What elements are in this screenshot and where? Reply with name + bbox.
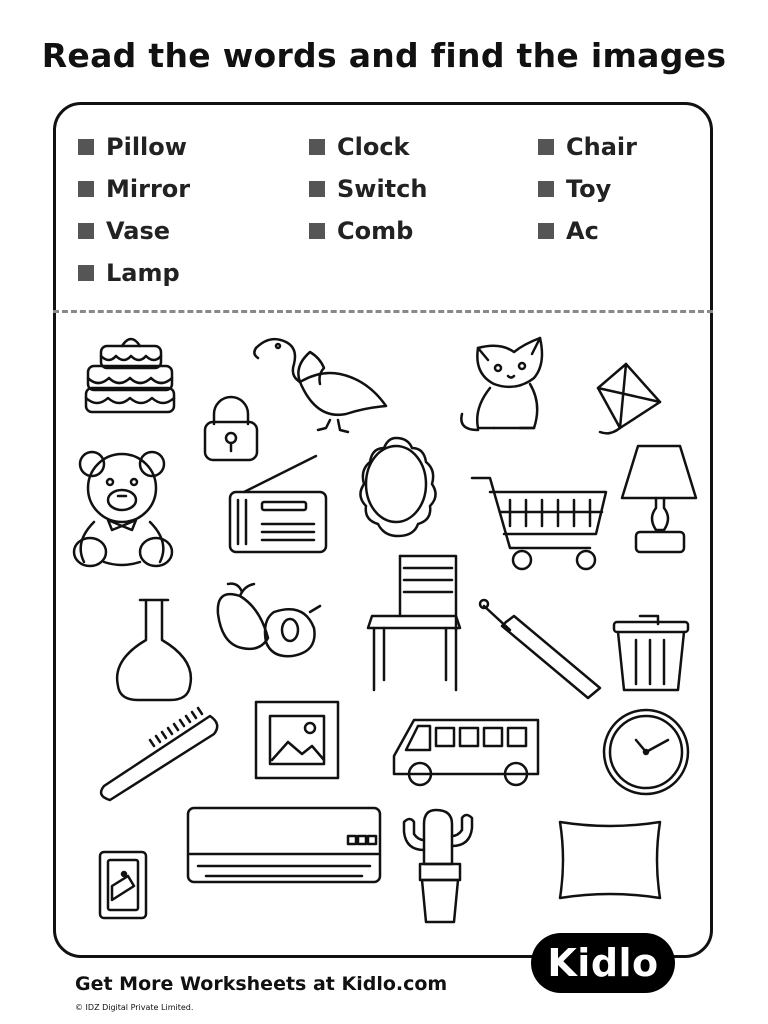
mirror-icon[interactable] [360, 438, 435, 536]
word-label: Lamp [106, 259, 180, 287]
chair-icon[interactable] [368, 556, 460, 690]
apple-icon[interactable] [218, 584, 320, 657]
clock-icon[interactable] [604, 710, 688, 794]
word-label: Chair [566, 133, 637, 161]
word-label: Clock [337, 133, 410, 161]
shopping-cart-icon[interactable] [472, 478, 606, 569]
cactus-icon[interactable] [404, 810, 472, 922]
word-label: Vase [106, 217, 171, 245]
footer-link[interactable]: Get More Worksheets at Kidlo.com [75, 973, 448, 995]
radio-icon[interactable] [230, 456, 326, 552]
word-label: Pillow [106, 133, 187, 161]
word-label: Mirror [106, 175, 191, 203]
teddy-bear-icon[interactable] [74, 452, 172, 566]
page-title: Read the words and find the images [41, 36, 727, 75]
kite-icon[interactable] [598, 364, 660, 433]
word-label: Comb [337, 217, 414, 245]
vase-icon[interactable] [117, 600, 191, 700]
switch-icon[interactable] [100, 852, 146, 918]
cricket-bat-icon[interactable] [480, 600, 600, 698]
lamp-icon[interactable] [622, 446, 696, 552]
cat-icon[interactable] [461, 338, 542, 430]
word-label: Toy [566, 175, 612, 203]
word-label: Switch [337, 175, 428, 203]
air-conditioner-icon[interactable] [188, 808, 380, 882]
cake-icon[interactable] [86, 339, 174, 412]
copyright: © IDZ Digital Private Limited. [75, 1003, 194, 1012]
dustbin-icon[interactable] [614, 616, 688, 690]
kidlo-logo[interactable]: Kidlo [531, 933, 675, 993]
bus-icon[interactable] [394, 720, 538, 785]
picture-frame-icon[interactable] [256, 702, 338, 778]
pillow-icon[interactable] [560, 822, 660, 898]
lock-icon[interactable] [205, 397, 257, 460]
vulture-icon[interactable] [254, 339, 386, 432]
word-label: Ac [566, 217, 599, 245]
comb-icon[interactable] [101, 708, 217, 800]
